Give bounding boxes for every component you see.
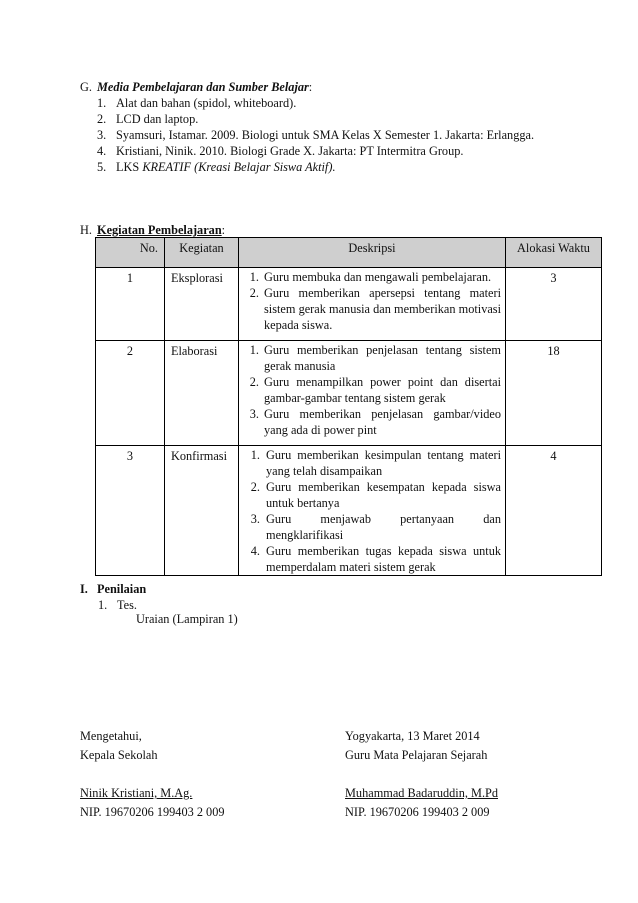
section-h-letter: H.	[80, 223, 92, 237]
list-number: 1.	[249, 270, 259, 284]
list-number: 5.	[97, 160, 107, 174]
section-i-title: Penilaian	[97, 582, 147, 596]
list-item	[239, 447, 501, 479]
kegiatan-table	[95, 237, 602, 576]
list-text-prefix: LKS	[116, 160, 143, 174]
list-item	[239, 269, 501, 285]
deskripsi-list	[239, 341, 505, 438]
cell-alokasi: 4	[506, 446, 602, 576]
sig-right-line2: Guru Mata Pelajaran Sejarah	[345, 748, 488, 762]
cell-deskripsi	[239, 268, 506, 341]
list-number: 3.	[97, 128, 107, 142]
table-header-row	[96, 238, 602, 268]
list-text: Guru membuka dan mengawali pembelajaran.	[264, 270, 492, 284]
sig-left-line2: Kepala Sekolah	[80, 748, 158, 762]
cell-no: 2	[96, 341, 165, 446]
sig-right-name: Muhammad Badaruddin, M.Pd	[345, 786, 499, 800]
list-text: Guru menjawab pertanyaan dan mengklarifikasi	[266, 512, 501, 542]
cell-kegiatan: Konfirmasi	[165, 446, 239, 576]
list-item	[239, 479, 501, 511]
list-number: 1.	[249, 343, 259, 357]
section-g-heading	[80, 79, 312, 95]
list-number: 1.	[97, 96, 107, 110]
media-list	[97, 95, 534, 175]
list-text: Guru memberikan apersepsi tentang materi sistem gerak manusia dan memberikan motivasi kepada siswa.	[264, 286, 501, 332]
cell-alokasi: 3	[506, 268, 602, 341]
penilaian-item	[98, 597, 137, 613]
cell-kegiatan: Eksplorasi	[165, 268, 239, 341]
list-item	[239, 406, 501, 438]
list-text: Guru memberikan tugas kepada siswa untuk memperdalam materi sistem gerak	[266, 544, 501, 574]
penilaian-subitem: Uraian (Lampiran 1)	[136, 612, 238, 626]
list-item	[97, 159, 534, 175]
list-number: 4.	[250, 544, 260, 558]
list-text: Guru memberikan kesempatan kepada siswa untuk bertanya	[266, 480, 501, 510]
table-row	[96, 446, 602, 576]
section-g-letter: G.	[80, 80, 92, 94]
list-number: 2.	[249, 286, 259, 300]
list-text: Guru memberikan penjelasan gambar/video yang ada di power pint	[264, 407, 501, 437]
list-item	[239, 285, 501, 333]
section-g-title: Media Pembelajaran dan Sumber Belajar	[97, 80, 309, 94]
list-number: 2.	[97, 112, 107, 126]
section-i-letter: I.	[80, 582, 88, 596]
section-g-colon: :	[308, 80, 313, 94]
list-item	[239, 511, 501, 543]
cell-kegiatan: Elaborasi	[165, 341, 239, 446]
sig-left-line1: Mengetahui,	[80, 729, 142, 743]
list-number: 1.	[98, 598, 108, 612]
list-text: Kristiani, Ninik. 2010. Biologi Grade X. Jakarta: PT Intermitra Group.	[116, 144, 464, 158]
list-number: 4.	[97, 144, 107, 158]
header-kegiatan: Kegiatan	[165, 238, 239, 268]
list-item	[239, 543, 501, 575]
cell-alokasi: 18	[506, 341, 602, 446]
list-text: Syamsuri, Istamar. 2009. Biologi untuk SMA Kelas X Semester 1. Jakarta: Erlangga.	[116, 128, 535, 142]
list-number: 3.	[249, 407, 259, 421]
deskripsi-list	[239, 268, 505, 333]
deskripsi-list	[239, 446, 505, 575]
section-h-heading	[80, 222, 225, 238]
cell-no: 3	[96, 446, 165, 576]
table-row	[96, 268, 602, 341]
cell-deskripsi	[239, 341, 506, 446]
list-text: Guru memberikan kesimpulan tentang materi yang telah disampaikan	[266, 448, 501, 478]
sig-right-gap	[345, 765, 498, 784]
sig-left-name: Ninik Kristiani, M.Ag.	[80, 786, 193, 800]
header-no: No.	[96, 238, 165, 268]
list-number: 3.	[250, 512, 260, 526]
header-alokasi: Alokasi Waktu	[506, 238, 602, 268]
signature-left	[80, 727, 225, 822]
list-item	[239, 374, 501, 406]
list-text: Guru memberikan penjelasan tentang sistem gerak manusia	[264, 343, 501, 373]
sig-right-nip: NIP. 19670206 199403 2 009	[345, 805, 490, 819]
signature-right	[345, 727, 498, 822]
list-number: 2.	[249, 375, 259, 389]
sig-left-nip: NIP. 19670206 199403 2 009	[80, 805, 225, 819]
list-text: LCD dan laptop.	[116, 112, 199, 126]
table-row	[96, 341, 602, 446]
list-text: Alat dan bahan (spidol, whiteboard).	[116, 96, 297, 110]
sig-right-line1: Yogyakarta, 13 Maret 2014	[345, 729, 480, 743]
header-deskripsi: Deskripsi	[239, 238, 506, 268]
list-item	[97, 127, 534, 143]
section-h-colon: :	[221, 223, 226, 237]
list-item	[97, 111, 534, 127]
section-i-heading	[80, 581, 146, 597]
list-number: 1.	[250, 448, 260, 462]
list-number: 2.	[250, 480, 260, 494]
cell-no: 1	[96, 268, 165, 341]
sig-left-gap	[80, 765, 225, 784]
list-text: Tes.	[117, 598, 137, 612]
cell-deskripsi	[239, 446, 506, 576]
list-item	[239, 342, 501, 374]
list-text: Guru menampilkan power point dan disertai gambar-gambar tentang sistem gerak	[264, 375, 501, 405]
list-item	[97, 143, 534, 159]
list-item	[97, 95, 534, 111]
section-h-title: Kegiatan Pembelajaran	[97, 223, 222, 237]
list-text-italic: KREATIF (Kreasi Belajar Siswa Aktif).	[142, 160, 336, 174]
